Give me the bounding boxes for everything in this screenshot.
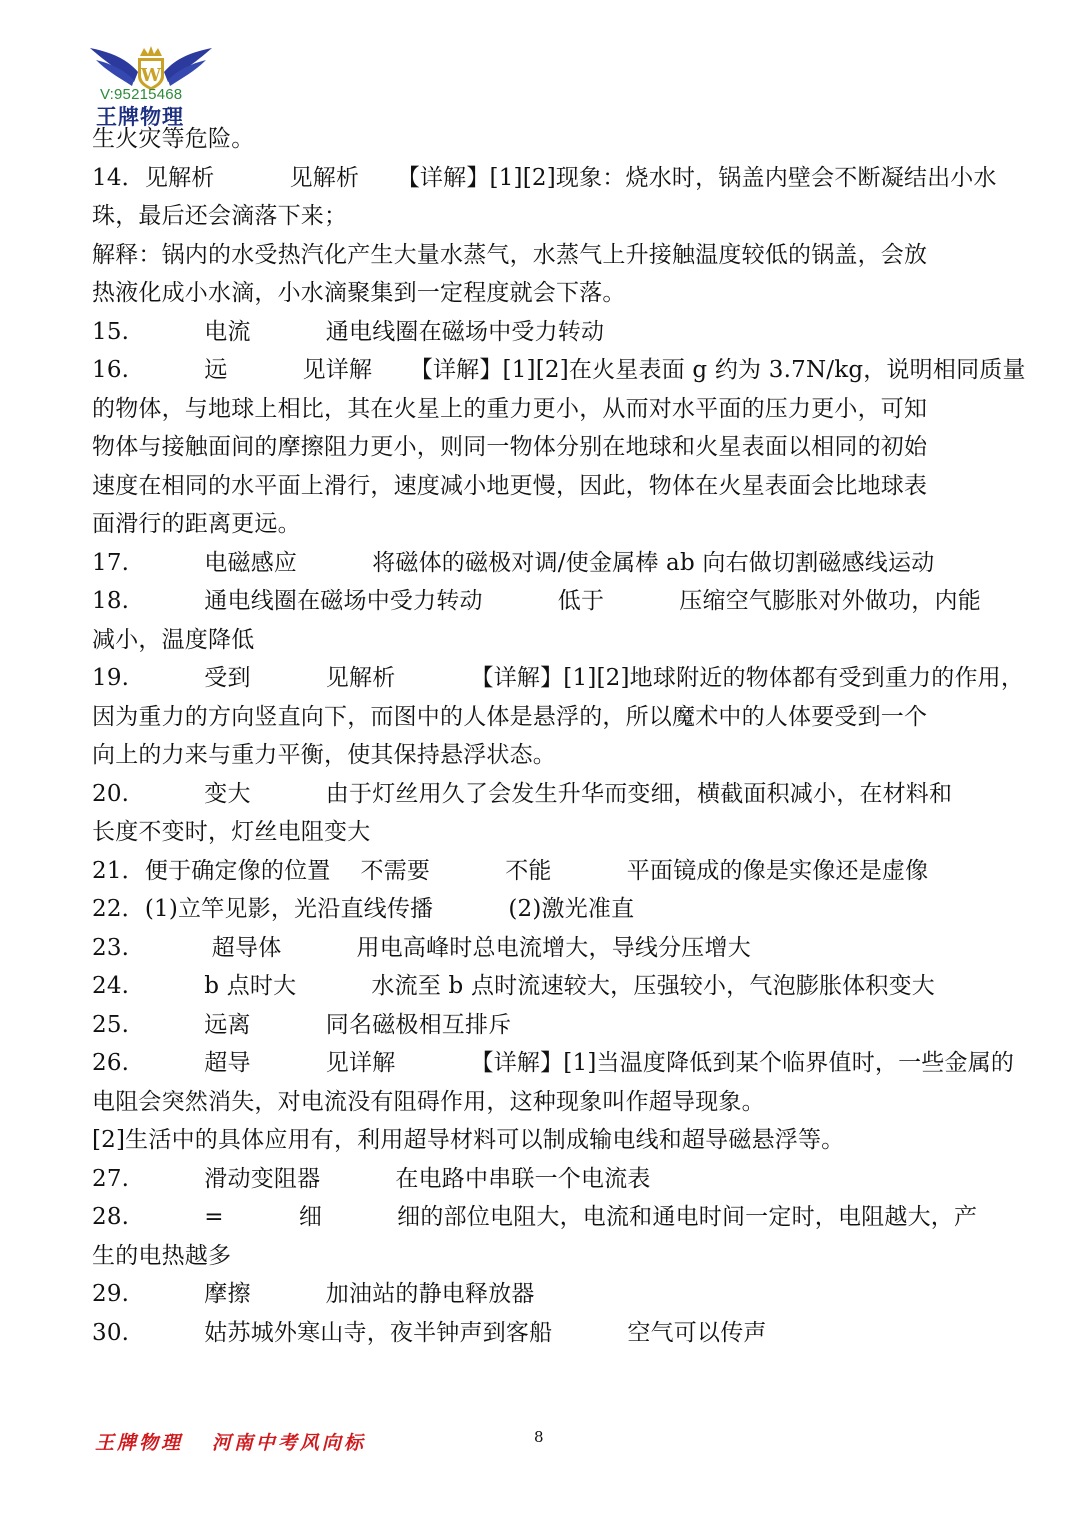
answer-text [92, 120, 1026, 1352]
text-line: 长度不变时，灯丝电阻变大 [92, 819, 371, 845]
text-line: 19. 受到 见解析 【详解】[1][2]地球附近的物体都有受到重力的作用， [92, 665, 1025, 691]
logo-name: 王牌物理 [96, 106, 184, 129]
text-line: 的物体，与地球上相比，其在火星上的重力更小，从而对水平面的压力更小，可知 [92, 395, 928, 422]
text-line: 25. 远离 同名磁极相互排斥 [92, 1011, 512, 1038]
text-line: 18. 通电线圈在磁场中受力转动 低于 压缩空气膨胀对外做功，内能 [92, 588, 981, 614]
text-line: 22．(1)立竿见影，光沿直线传播 (2)激光准直 [92, 896, 635, 922]
text-line: 物体与接触面间的摩擦阻力更小，则同一物体分别在地球和火星表面以相同的初始 [92, 434, 928, 460]
text-line: 珠，最后还会滴落下来； [92, 203, 348, 229]
text-line: 生火灾等危险。 [92, 126, 255, 152]
logo-wechat-id: V:95215468 [100, 86, 183, 103]
text-line: 速度在相同的水平面上滑行，速度减小地更慢，因此，物体在火星表面会比地球表 [92, 472, 928, 499]
text-line: 21．便于确定像的位置 不需要 不能 平面镜成的像是实像还是虚像 [92, 857, 929, 884]
text-line: 24. b 点时大 水流至 b 点时流速较大，压强较小，气泡膨胀体积变大 [92, 973, 935, 999]
text-line: 27. 滑动变阻器 在电路中串联一个电流表 [92, 1165, 651, 1192]
text-line: 因为重力的方向竖直向下，而图中的人体是悬浮的，所以魔术中的人体要受到一个 [92, 703, 928, 730]
text-line: 14．见解析 见解析 【详解】[1][2]现象：烧水时，锅盖内壁会不断凝结出小水 [92, 164, 997, 191]
text-line: 向上的力来与重力平衡，使其保持悬浮状态。 [92, 742, 556, 768]
text-line: 15. 电流 通电线圈在磁场中受力转动 [92, 318, 605, 345]
text-line: 热液化成小水滴，小水滴聚集到一定程度就会下落。 [92, 280, 626, 306]
text-line: 28. = 细 细的部位电阻大，电流和通电时间一定时，电阻越大，产 [92, 1204, 978, 1230]
brand-logo [86, 42, 216, 129]
text-line: [2]生活中的具体应用有，利用超导材料可以制成输电线和超导磁悬浮等。 [92, 1127, 845, 1153]
page-number: 8 [534, 1428, 544, 1446]
text-line: 减小，温度降低 [92, 626, 255, 653]
text-line: 26. 超导 见详解 【详解】[1]当温度降低到某个临界值时，一些金属的 [92, 1050, 1015, 1076]
text-line: 生的电热越多 [92, 1242, 232, 1269]
text-line: 23. 超导体 用电高峰时总电流增大，导线分压增大 [92, 934, 751, 961]
text-line: 29. 摩擦 加油站的静电释放器 [92, 1281, 535, 1307]
text-line: 20. 变大 由于灯丝用久了会发生升华而变细，横截面积减小，在材料和 [92, 780, 953, 807]
text-line: 解释：锅内的水受热汽化产生大量水蒸气，水蒸气上升接触温度较低的锅盖，会放 [92, 241, 928, 268]
text-line: 电阻会突然消失，对电流没有阻碍作用，这种现象叫作超导现象。 [92, 1088, 765, 1115]
footer-brand: 王牌物理 河南中考风向标 [95, 1432, 366, 1454]
text-line: 30. 姑苏城外寒山寺，夜半钟声到客船 空气可以传声 [92, 1319, 767, 1346]
text-line: 面滑行的距离更远。 [92, 511, 301, 537]
text-line: 16. 远 见详解 【详解】[1][2]在火星表面 g 约为 3.7N/kg，说明相同质量 [92, 357, 1026, 383]
text-line: 17. 电磁感应 将磁体的磁极对调/使金属棒 ab 向右做切割磁感线运动 [92, 549, 935, 576]
svg-text:W: W [140, 65, 162, 86]
